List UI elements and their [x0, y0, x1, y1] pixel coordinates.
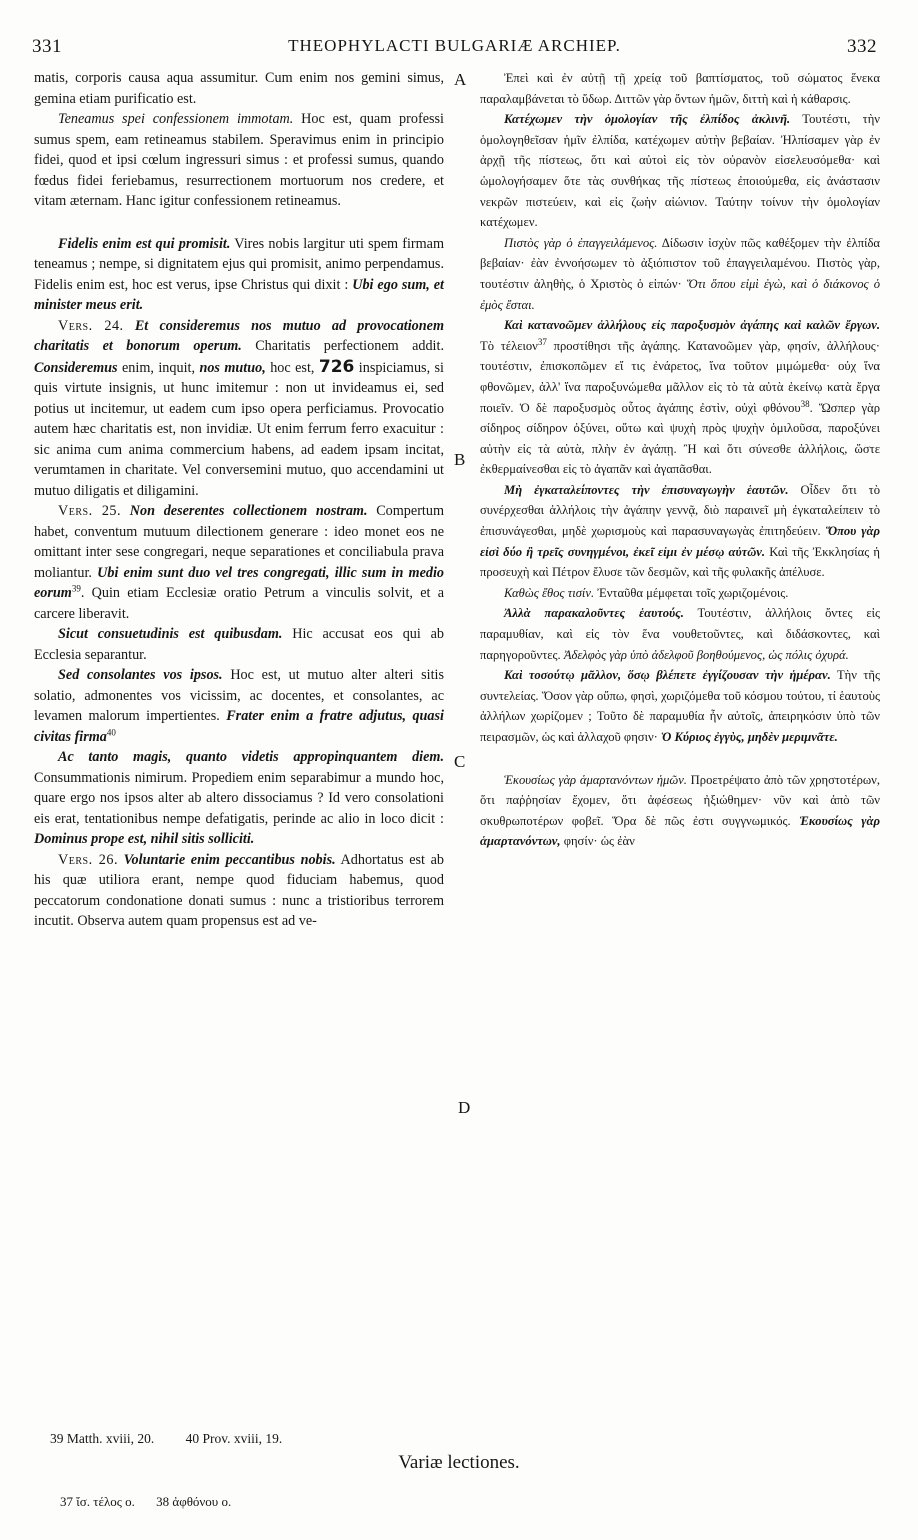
latin-paragraph [34, 665, 444, 747]
latin-column [34, 68, 444, 932]
section-marker-c: C [454, 752, 466, 771]
text: . Quin etiam Ecclesiæ oratio Petrum a vinculis solvit, et a carcere liberavit. [34, 585, 444, 622]
lemma: Ἀλλὰ παρακαλοῦντες ἑαυτούς. [504, 606, 684, 621]
greek-paragraph [480, 665, 880, 747]
greek-paragraph [480, 770, 880, 852]
lemma: Ac tanto magis, quanto videtis appropinquantem diem. [58, 749, 444, 765]
quotation: Ἑκουσίως γὰρ ἁμαρτανόντων, [480, 813, 880, 849]
text: Consideremus [34, 359, 118, 376]
text: . Ὥσπερ γὰρ σίδηρος σίδηρον ὀξύνει, οὕτω καὶ ψυχὴ πρὸς ψυχὴν ὁμιλοῦσα, παροξύνει αὐτὴν εἰς τὰ αὐτὰ, πλὴν ἐν ἀγάπῃ. Ἢ καὶ ὅτι σύνεσθε ἀλλήλοις, ὥστε ἐκθερμαίνεσθαι εἰς τὸ ἀγαπᾶν καὶ ἀγαπᾶσθαι. [480, 400, 880, 477]
footnote-ref: 40 [106, 726, 116, 737]
text: nos mutuo, [199, 359, 266, 376]
footnote-39: 39 Matth. xviii, 20. [50, 1431, 155, 1446]
lemma: Μὴ ἐγκαταλείποντες τὴν ἐπισυναγωγὴν ἑαυτῶν. [504, 482, 789, 497]
greek-paragraph [480, 233, 880, 315]
lemma: Teneamus spei confessionem immotam. [58, 111, 294, 127]
text: Hoc est, quam professi sumus spem, eam retineamus stabilem. Speravimus enim in principio fidei, quod et ipsi cœlum ingressuri simus : et professi sumus, quando fœdus fidei feriebamus, resurrectionem mortuorum nos credere, et vitam æternam. Hanc igitur confessionem retineamus. [34, 111, 444, 209]
lemma: Πιστὸς γὰρ ὁ ἐπαγγειλάμενος. [504, 235, 658, 250]
lemma: Sicut consuetudinis est quibusdam. [58, 626, 283, 642]
lemma: Κατέχωμεν τὴν ὁμολογίαν τῆς ἐλπίδος ἀκλινῆ. [504, 112, 791, 127]
greek-paragraph [480, 603, 880, 665]
text: enim, inquit, [117, 359, 200, 376]
lemma: Non deserentes collectionem nostram. [121, 503, 368, 519]
page-number-right: 332 [847, 36, 877, 57]
footnotes [50, 1431, 310, 1447]
latin-paragraph [34, 850, 444, 932]
text: Τουτέστι, τὴν ὁμολογηθεῖσαν ἡμῖν ἐλπίδα, κατέχωμεν αὐτὴν βεβαίαν. Ἠλπίσαμεν γὰρ ἐν ἀρχῇ τῆς πίστεως, ὅτι καὶ αὐτοὶ εἰς τὸν οὐρανὸν εἰσελευσόμεθα· καὶ ὡμολογήσαμεν ὅτε τὰς συνθήκας τῆς πίστεως ἐποιούμεθα, εἰς ἀνάστασιν νεκρῶν πιστεύειν, καὶ εἰς ζωὴν αἰώνιον. Ταύτην τοίνυν τὴν ὁμολογίαν κατέχωμεν. [480, 112, 880, 230]
lemma: Voluntarie enim peccantibus nobis. [118, 851, 336, 868]
lemma: Sed consolantes vos ipsos. [58, 667, 223, 683]
section-marker-b: B [454, 450, 466, 469]
quotation: Dominus prope est, nihil sitis solliciti. [34, 831, 255, 847]
page-header [32, 36, 877, 58]
greek-paragraph [480, 315, 880, 480]
text: matis, corporis causa aqua assumitur. Cum enim nos gemini simus, gemina etiam purificatio est. [34, 70, 444, 107]
quotation: Frater enim a fratre adjutus, quasi civitas firma [34, 708, 444, 745]
greek-paragraph [480, 583, 880, 604]
variant-notes [60, 1494, 249, 1510]
text: Hic accusat eos qui ab Ecclesia separantur. [34, 626, 444, 663]
lemma: Καὶ τοσούτῳ μᾶλλον, ὅσῳ βλέπετε ἐγγίζουσαν τὴν ἡμέραν. [504, 668, 831, 683]
text: Compertum habet, conventum mutuum dilectionem generare : ideo monet eos ne omittant inter sese congregari, neque separationes et conciliabula prava moliantur. [34, 503, 444, 581]
lemma: Ἑκουσίως γὰρ ἁμαρτανόντων ἡμῶν. [504, 772, 687, 787]
variae-lectiones-heading: Variæ lectiones. [398, 1452, 520, 1473]
verse-label: Vers. 26. [58, 851, 119, 868]
text: Προετρέψατο ἀπὸ τῶν χρηστοτέρων, ὅτι παῤῥησίαν ἔχομεν, ὅτι ἀφέσεως ἠξιώθημεν· νῦν καὶ ἀπὸ τῶν σκυθρωποτέρων φοβεῖ. Ὅρα δὲ πῶς ἐστι συγγνωμικός. [480, 772, 880, 828]
verse-label: Vers. 25. [58, 503, 122, 519]
variant-ref: 37 [537, 336, 547, 347]
lemma: Καὶ κατανοῶμεν ἀλλήλους εἰς παροξυσμὸν ἀγάπης καὶ καλῶν ἔργων. [504, 318, 880, 333]
footnote-40: 40 Prov. xviii, 19. [185, 1431, 283, 1446]
text: Ἐνταῦθα μέμφεται τοῖς χωριζομένοις. [594, 585, 789, 600]
text: inspiciamus, si quis virtute insignis, ut hunc imitemur : non ut invideamus ei, sed potius ut incitemur, ut eadem cum ipso opera perficiamus. Provocatio autem hæc charitatis est, non invidiæ. Ut enim ferrum ferro exacuitur : sic anima cum anima commercium habens, ad eadem ipsam incitat, verumtamen in charitate. Vel conversemini mutuo, quo accendamini ut mutuo diligatis et diligamini. [34, 359, 445, 499]
lemma: Fidelis enim est qui promisit. [58, 235, 231, 252]
latin-paragraph [34, 316, 444, 502]
variant-note-38: 38 ἀφθόνου ο. [156, 1494, 232, 1509]
latin-paragraph [34, 747, 444, 850]
text: Δίδωσιν ἰσχὺν πῶς καθέξομεν τὴν ἐλπίδα βεβαίαν· ἐὰν ἐννοήσωμεν τὸ ἀξιόπιστον τοῦ ἐπαγγειλαμένου. Πιστὸς γὰρ, τουτέστιν ἀληθὴς, ὁ Χριστὸς ὁ εἰπών· [480, 235, 880, 291]
section-marker-d: D [458, 1098, 471, 1117]
section-marker-a: A [454, 70, 467, 89]
text: hoc est, [265, 359, 319, 376]
text: Charitatis perfectionem addit. [241, 338, 444, 354]
page-number-left: 331 [32, 36, 62, 57]
latin-paragraph [34, 501, 444, 624]
text: Vires nobis largitur uti spem firmam teneamus ; nempe, si dignitatem ejus qui promisit, animo perpendamus. Fidelis enim est, hoc est verus, ipse Christus qui dixit : [34, 235, 444, 293]
text: Ἐπεὶ καὶ ἐν αὐτῇ τῇ χρείᾳ τοῦ βαπτίσματος, τοῦ σώματος ἕνεκα παραλαμβάνεται τὸ ὕδωρ. Διττῶν γὰρ ὄντων ἡμῶν, διττὴ καὶ ἡ κάθαρσις. [480, 71, 880, 106]
latin-paragraph [34, 624, 444, 665]
quotation: Ὅπου γὰρ εἰσὶ δύο ἢ τρεῖς συνηγμένοι, ἐκεῖ εἰμι ἐν μέσῳ αὐτῶν. [480, 524, 880, 559]
quotation: Ubi ego sum, et minister meus erit. [34, 276, 444, 313]
latin-paragraph [34, 109, 444, 212]
variant-ref: 38 [800, 398, 810, 409]
text: Καὶ τῆς Ἐκκλησίας ἡ προσευχὴ καὶ Πέτρον ἔλυσε τῶν δεσμῶν, καὶ τῆς φυλακῆς ἀπέλυσε. [480, 544, 880, 580]
latin-paragraph [34, 68, 444, 109]
text: προστίθησι τῆς ἀγάπης. Κατανοῶμεν γὰρ, φησίν, ἀλλήλους· τουτέστιν, ἐπισκοπῶμεν εἴ τις ἐνάρετος, ἵνα τοῦτον μιμώμεθα· οὐχ ἵνα φθονῶμεν, ἀλλ' ἵνα παροξυνώμεθα μᾶλλον εἰς τὸ τὰ αὐτὰ ἐκείνῳ κατὰ ἔργα ποιεῖν. Ὁ δὲ παροξυσμὸς οὗτος ἀγάπης ἐστὶν, οὐχὶ φθόνου [480, 338, 880, 415]
greek-paragraph [480, 68, 880, 109]
verse-label: Vers. 24. [58, 317, 124, 334]
quotation: Ubi enim sunt duo vel tres congregati, illic sum in medio eorum [34, 564, 445, 601]
greek-column [480, 68, 880, 852]
column-number: 726 [318, 356, 355, 377]
greek-paragraph [480, 480, 880, 583]
latin-paragraph [34, 234, 444, 316]
quotation: Ὅτι ὅπου εἰμὶ ἐγὼ, καὶ ὁ διάκονος ὁ ἐμὸς ἔσται. [480, 276, 881, 312]
text: Hoc est, ut mutuo alter alteri sitis solatio, admonentes vos vicissim, ac docentes, et consolantes, ac levamen malorum impertientes. [34, 667, 444, 724]
lemma: Et consideremus nos mutuo ad provocationem charitatis et bonorum operum. [34, 317, 444, 354]
quotation: Ἀδελφὸς γὰρ ὑπὸ ἀδελφοῦ βοηθούμενος, ὡς πόλις ὀχυρά. [563, 647, 849, 662]
text: Τὸ τέλειον [480, 338, 538, 353]
greek-paragraph [480, 109, 880, 233]
running-title: THEOPHYLACTI BULGARIÆ ARCHIEP. [288, 36, 621, 55]
text: Adhortatus est ab his quæ utiliora erant, nempe quod fiduciam habemus, quod peccatorum condonatione donati sumus : nunc a tristioribus terrorem incutit. Observa autem quam propensus est ad ve- [34, 851, 444, 929]
text: Τουτέστιν, ἀλλήλοις ὄντες εἰς παραμυθίαν, καὶ εἰς τὸν ἕνα νουθετοῦντες, καὶ διδάσκοντες, καὶ παρηγοροῦντες. [480, 606, 880, 662]
lemma: Καθὼς ἔθος τισίν. [504, 585, 595, 600]
quotation: Ὁ Κύριος ἐγγὺς, μηδὲν μεριμνᾶτε. [661, 730, 838, 744]
text: Τὴν τῆς συντελείας. Ὅσον γὰρ οὔπω, φησὶ, χωριζόμεθα τοῦ κόσμου τούτου, τί ἑαυτοὺς ἀλλήλων χωρίζομεν ; Τοῦτο δὲ παραμυθία ἦν αὐτοῖς, ἀπειρηκόσιν ὑπὸ τῶν πειρασμῶν, ὡς καὶ ἀλλαχοῦ φησιν· [480, 668, 880, 744]
text: Οἶδεν ὅτι τὸ συνέρχεσθαι ἀλλήλοις τὴν ἀγάπην γεννᾷ, διὸ παραινεῖ μὴ ἐγκαταλείπειν τὸ ἐπισυνάγεσθαι, μηδὲ χωρισμοὺς καὶ παρασυναγωγὰς ἐπιτηδεύειν. [480, 482, 880, 539]
footnote-ref: 39 [71, 583, 81, 594]
text: φησίν· ὡς ἐὰν [560, 834, 635, 849]
text: Consummationis nimirum. Propediem enim separabimur a mundo hoc, quare ergo nos ipsos alter ab altero dissociamus ? Id vero consolationi eis erat, tentationibus nempe defatigatis, perinde ac alio in loco dicit : [34, 769, 444, 827]
variant-note-37: 37 ἴσ. τέλος ο. [60, 1494, 135, 1509]
